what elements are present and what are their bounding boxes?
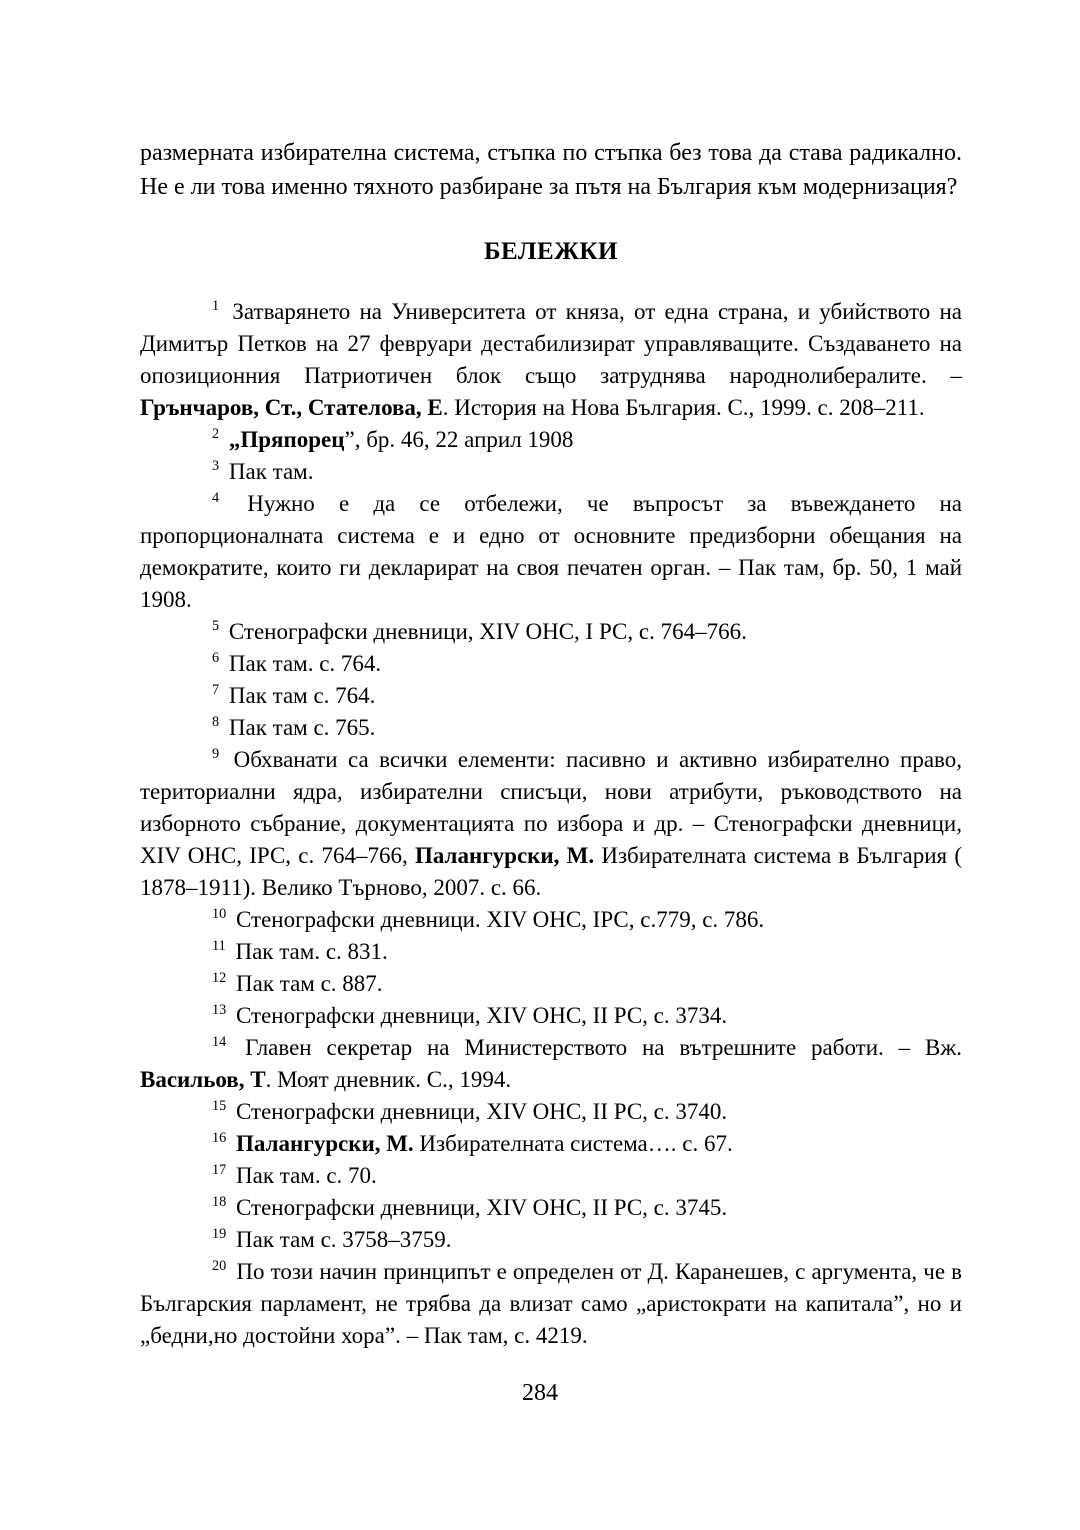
footnote-5 [140, 616, 962, 648]
footnote-20 [140, 1256, 962, 1352]
footnote-text: Затварянето на Университета от княза, от една страна, и убийството на Димитър Петков на 27 февруари дестабилизират управляващите. Създаването на опозиционния Патриотичен блок също затруднява народнолибералите. – [140, 299, 963, 388]
footnote-text: Обхванати са всички елементи: пасивно и активно избирателно право, териториални ядра, избирателни списъци, нови атрибути, ръководството на изборното събрание, документацията по избора и др. – Стенографски дневници, XIV ОНС, IРС, с. 764–766, [140, 747, 963, 868]
footnote-11 [140, 936, 962, 968]
footnote-author-bold: Грънчаров, Ст., Стателова, Е [140, 395, 443, 420]
footnote-12 [140, 968, 962, 1000]
footnote-14 [140, 1032, 962, 1096]
footnote-text: Стенографски дневници, XIV ОНС, I РС, с. 764–766. [228, 619, 747, 644]
footnote-text: Пак там. [228, 459, 314, 484]
footnote-text: Пак там с. 764. [228, 683, 376, 708]
footnote-text: Избирателната система…. с. 67. [413, 1131, 733, 1156]
footnote-text: . История на Нова България. С., 1999. с. 208–211. [442, 395, 925, 420]
body-paragraph: размерната избирателна система, стъпка по стъпка без това да става радикално. Не е ли това именно тяхното разбиране за пътя на България към модернизация? [140, 140, 962, 200]
footnote-text: По този начин принципът е определен от Д. Каранешев, с аргумента, че в Българския парламент, не трябва да влизат само „аристократи на капитала”, но и „бедни,но достойни хора”. – Пак там, с. 4219. [140, 1259, 963, 1348]
footnote-text: Стенографски дневници, XIV ОНС, II РС, с. 3745. [236, 1195, 728, 1220]
footnote-18 [140, 1192, 962, 1224]
footnote-number: 17 [212, 1162, 227, 1179]
footnote-1 [140, 296, 962, 424]
footnote-author-bold: Палангурски, М. [236, 1131, 414, 1156]
page-number: 284 [522, 1380, 558, 1406]
footnote-text: Избирателната система в България ( 1878–1911). Велико Търново, 2007. с. 66. [140, 843, 962, 900]
footnote-number: 12 [212, 970, 227, 987]
footnote-6 [140, 648, 962, 680]
footnote-number: 15 [212, 1098, 227, 1115]
footnote-text: Главен секретар на Министерството на вътрешните работи. – Вж. [245, 1035, 962, 1060]
footnote-number: 18 [212, 1194, 227, 1211]
footnote-16 [140, 1128, 962, 1160]
footnote-number: 14 [212, 1034, 227, 1051]
footnote-number: 7 [212, 682, 220, 699]
footnote-number: 4 [212, 490, 220, 507]
footnote-number: 3 [212, 458, 220, 475]
footnote-2 [140, 424, 962, 456]
footnote-number: 10 [212, 906, 227, 923]
footnote-number: 11 [212, 938, 226, 955]
footnote-7 [140, 680, 962, 712]
footnote-number: 20 [212, 1258, 227, 1275]
footnote-text: Стенографски дневници, XIV ОНС, II РС, с. 3740. [236, 1099, 728, 1124]
footnote-number: 2 [212, 426, 220, 443]
footnote-text: Пак там с. 765. [228, 715, 376, 740]
footnote-text: . Моят дневник. С., 1994. [265, 1067, 512, 1092]
footnote-8 [140, 712, 962, 744]
footnote-text: Пак там. с. 764. [228, 651, 382, 676]
footnote-text: Пак там с. 887. [236, 971, 383, 996]
footnote-number: 16 [212, 1130, 227, 1147]
footnote-author-bold: Васильов, Т [140, 1067, 266, 1092]
footnote-text: Стенографски дневници. XIV ОНС, IРС, с.779, с. 786. [236, 907, 765, 932]
footnote-author-bold: „Пряпорец [228, 427, 345, 452]
footnote-17 [140, 1160, 962, 1192]
footnote-number: 6 [212, 650, 220, 667]
footnotes-list [140, 296, 962, 1352]
footnote-9 [140, 744, 962, 904]
footnote-text: Стенографски дневници, XIV ОНС, II РС, с. 3734. [236, 1003, 728, 1028]
footnote-number: 1 [212, 298, 220, 315]
footnote-text: Пак там. с. 70. [236, 1163, 377, 1188]
footnote-number: 13 [212, 1002, 227, 1019]
footnote-author-bold: Палангурски, М. [414, 843, 595, 868]
footnote-number: 5 [212, 618, 220, 635]
footnote-number: 19 [212, 1226, 227, 1243]
footnote-10 [140, 904, 962, 936]
notes-heading: БЕЛЕЖКИ [484, 238, 618, 265]
footnote-3 [140, 456, 962, 488]
footnote-15 [140, 1096, 962, 1128]
footnote-text: Пак там. с. 831. [235, 939, 388, 964]
footnote-19 [140, 1224, 962, 1256]
footnote-text: ”, бр. 46, 22 април 1908 [344, 427, 574, 452]
footnote-text: Пак там с. 3758–3759. [236, 1227, 452, 1252]
footnote-4 [140, 488, 962, 616]
footnote-number: 9 [212, 746, 220, 763]
footnote-number: 8 [212, 714, 220, 731]
footnote-13 [140, 1000, 962, 1032]
footnote-text: Нужно е да се отбележи, че въпросът за въвеждането на пропорционалната система е и едно от основните предизборни обещания на демократите, които ги декларират на своя печатен орган. – Пак там, бр. 50, 1 май 1908. [140, 491, 963, 612]
